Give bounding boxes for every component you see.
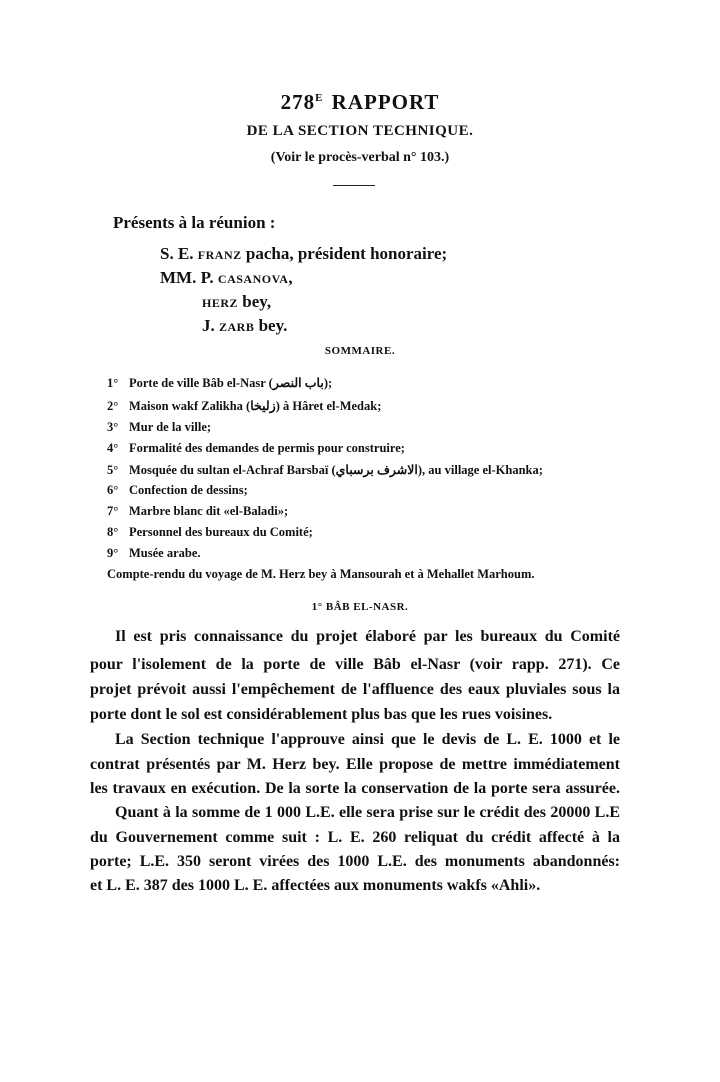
body-line: et L. E. 387 des 1000 L. E. affectées aux monuments wakfs «Ahli». — [90, 877, 541, 894]
body-line: Il est pris connaissance du projet élaboré par les bureaux du Comité — [115, 628, 620, 645]
body-line: La Section technique l'approuve ainsi que le devis de L. E. 1000 et le — [115, 731, 620, 748]
member-line: HERZ bey, — [202, 292, 272, 311]
sommaire-item: 4° Formalité des demandes de permis pour construire; — [107, 441, 405, 455]
member-line: J. ZARB bey. — [202, 316, 288, 335]
member-name: CASANOVA — [217, 272, 289, 286]
report-number: 278 — [280, 90, 316, 114]
member-line: S. E. FRANZ pacha, président honoraire; — [160, 244, 448, 263]
member-name: FRANZ — [197, 248, 242, 262]
report-reference: (Voir le procès-verbal n° 103.) — [270, 150, 450, 165]
body-line: contrat présentés par M. Herz bey. Elle propose de mettre immédiatement — [90, 756, 620, 773]
sommaire-item: 8° Personnel des bureaux du Comité; — [107, 525, 313, 539]
section-heading: 1° BÂB EL-NASR. — [311, 601, 409, 613]
sommaire-item: 6° Confection de dessins; — [107, 483, 248, 497]
title-divider — [333, 185, 375, 186]
sommaire-item: 9° Musée arabe. — [107, 546, 201, 560]
body-line: pour l'isolement de la porte de ville Bâb el-Nasr (voir rapp. 271). Ce — [90, 656, 620, 673]
body-line: Quant à la somme de 1 000 L.E. elle sera prise sur le crédit des 20000 L.E — [115, 804, 620, 821]
body-line: projet prévoit aussi l'empêchement de l'affluence des eaux pluviales sous la — [90, 681, 620, 698]
body-line: porte; L.E. 350 seront virées des 1000 L.E. des monuments abandonnés: — [90, 853, 620, 870]
sommaire-item: 5° Mosquée du sultan el-Achraf Barsbaï (الاشرف برسباي), au village el-Khanka; — [107, 463, 543, 477]
body-line: du Gouvernement comme suit : L. E. 260 reliquat du crédit affecté à la — [90, 829, 620, 846]
body-line: porte dont le sol est considérablement plus bas que les rues voisines. — [90, 706, 553, 723]
body-line: les travaux en exécution. De la sorte la conservation de la porte sera assurée. — [90, 780, 620, 797]
member-line: MM. P. CASANOVA, — [160, 268, 293, 287]
member-name: ZARB — [219, 320, 255, 334]
report-number-superscript: E — [315, 92, 324, 104]
presents-label: Présents à la réunion : — [113, 213, 276, 232]
report-title-word: RAPPORT — [331, 90, 440, 114]
sommaire-item: 1° Porte de ville Bâb el-Nasr (باب النصر); — [107, 376, 333, 390]
sommaire-title: SOMMAIRE. — [324, 345, 396, 357]
sommaire-item: 7° Marbre blanc dit «el-Baladi»; — [107, 504, 289, 518]
sommaire-item: 3° Mur de la ville; — [107, 420, 212, 434]
member-name: HERZ — [202, 296, 239, 310]
sommaire-item: 2° Maison wakf Zalikha (زليخا) à Hâret el-Medak; — [107, 399, 382, 413]
report-title — [0, 90, 720, 115]
report-subtitle: DE LA SECTION TECHNIQUE. — [246, 123, 474, 139]
compte-rendu-line: Compte-rendu du voyage de M. Herz bey à Mansourah et à Mehallet Marhoum. — [107, 567, 535, 581]
